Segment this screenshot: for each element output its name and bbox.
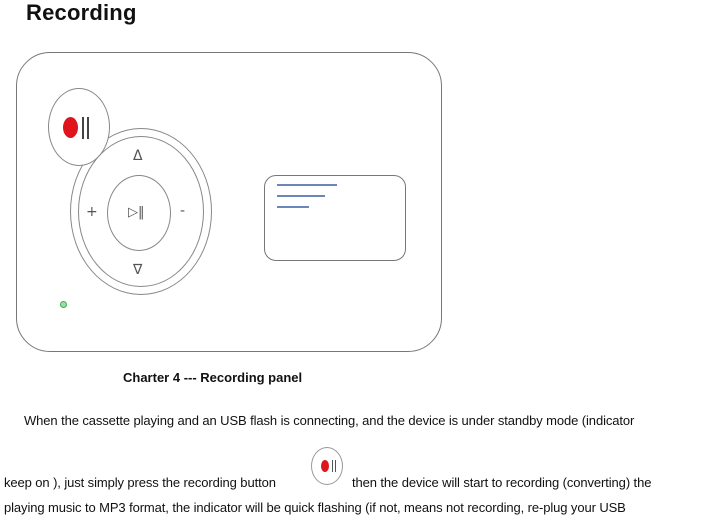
screen-line <box>277 206 309 208</box>
screen-line <box>277 184 337 186</box>
pause-bar-icon <box>87 117 89 139</box>
pause-bar-icon <box>335 460 336 472</box>
paragraph-line-1: When the cassette playing and an USB flash is connecting, and the device is under standby mode (indicator <box>24 413 635 428</box>
pause-bar-icon <box>332 460 333 472</box>
inline-record-button-icon <box>311 447 343 485</box>
indicator-light-icon <box>60 301 67 308</box>
paragraph-line-2-start: keep on ), just simply press the recording button <box>4 475 276 490</box>
pause-bar-icon <box>82 117 84 139</box>
display-screen <box>264 175 406 261</box>
record-button[interactable] <box>48 88 110 166</box>
volume-up-icon[interactable]: Δ <box>133 148 143 164</box>
minus-icon[interactable]: - <box>180 203 186 219</box>
volume-down-icon[interactable]: ∇ <box>133 262 143 278</box>
screen-line <box>277 195 325 197</box>
play-pause-button[interactable] <box>107 175 171 251</box>
paragraph-line-3: playing music to MP3 format, the indicator will be quick flashing (if not, means not recording, re-plug your USB <box>4 500 626 515</box>
paragraph-line-2-end: then the device will start to recording (converting) the <box>352 475 652 490</box>
figure-caption: Charter 4 --- Recording panel <box>123 370 303 385</box>
record-icon <box>321 460 329 472</box>
section-title: Recording <box>26 0 137 25</box>
plus-icon[interactable]: + <box>86 204 98 220</box>
record-icon <box>63 117 78 138</box>
play-pause-icon: ▷‖ <box>128 205 145 220</box>
